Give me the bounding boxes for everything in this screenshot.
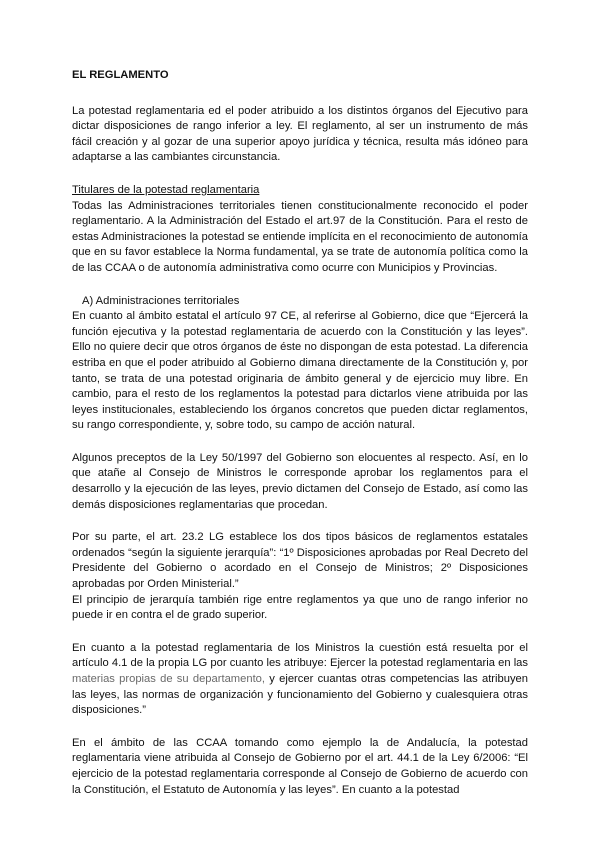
section-paragraph: Todas las Administraciones territoriales tienen constitucionalmente reconocido el poder reglamentario. A la Administración del Estado el art.97 de la Constitución. Para el resto de estas Administraciones la potestad se entiende implícita en el reconocimiento de autonomía que en su favor establece la Norma fundamental, ya se trate de autonomía política como la de las CCAA o de autonomía administrativa como ocurre con Municipios y Provincias.: [72, 199, 528, 274]
section-heading: Titulares de la potestad reglamentaria: [72, 183, 260, 196]
paragraph-a5: [72, 641, 528, 719]
paragraph-a3: Por su parte, el art. 23.2 LG establece los dos tipos básicos de reglamentos estatales ordenados “según la siguiente jerarquía”: “1º Disposiciones aprobadas por Real Decreto del Presidente del Gobierno o acordado en el Consejo de Ministros; 2º Disposiciones aprobadas por Orden Ministerial.”: [72, 531, 528, 591]
paragraph-a6: En el ámbito de las CCAA tomando como ejemplo la de Andalucía, la potestad reglamentaria viene atribuida al Consejo de Gobierno por el art. 44.1 de la Ley 6/2006: “El ejercicio de la potestad reglamentaria corresponde al Consejo de Gobierno de acuerdo con la Constitución, el Estatuto de Autonomía y las leyes”. En cuanto a la potestad: [72, 736, 528, 796]
document-title: EL REGLAMENTO: [72, 69, 169, 81]
paragraph-a1: En cuanto al ámbito estatal el artículo 97 CE, al referirse al Gobierno, dice que “Ejercerá la función ejecutiva y la potestad reglamentaria de acuerdo con la Constitución y las leyes”. Ello no quiere decir que otros órganos de éste no dispongan de esta potestad. La diferencia estriba en que el poder atribuido al Gobierno dimana directamente de la Constitución y, por tanto, se trata de una potestad originaria de ámbito general y de ejercicio muy libre. En cambio, para el resto de los reglamentos la potestad para dictarlos viene atribuida por las leyes institucionales, estableciendo los órganos concretos que pueden dictar reglamentos, su rango correspondiente, y, sobre todo, su campo de acción natural.: [72, 310, 528, 432]
paragraph-a5-end: y ejercer cuantas otras competencias las atribuyen las leyes, las normas de organización y funcionamiento del Gobierno y cualesquiera otras disposiciones.”: [72, 673, 528, 717]
document-page: [72, 68, 528, 798]
paragraph-a5-start: En cuanto a la potestad reglamentaria de los Ministros la cuestión está resuelta por el artículo 4.1 de la propia LG por cuanto les atribuye: Ejercer la potestad reglamentaria en las: [72, 641, 528, 670]
paragraph-a4: El principio de jerarquía también rige entre reglamentos ya que uno de rango inferior no puede ir en contra el de grado superior.: [72, 593, 528, 622]
paragraph-a5-grey: materias propias de su departamento,: [72, 673, 266, 685]
paragraph-a2: Algunos preceptos de la Ley 50/1997 del Gobierno son elocuentes al respecto. Así, en lo que atañe al Consejo de Ministros le corresponde aprobar los reglamentos para el desarrollo y la ejecución de las leyes, previo dictamen del Consejo de Estado, así como las demás disposiciones reglamentarias que procedan.: [72, 451, 528, 511]
intro-paragraph: La potestad reglamentaria ed el poder atribuido a los distintos órganos del Ejecutivo para dictar disposiciones de rango inferior a ley. El reglamento, al ser un instrumento de más fácil creación y al gozar de una superior apoyo jurídica y técnica, resulta más idóneo para adaptarse a las cambiantes circunstancia.: [72, 104, 528, 164]
list-heading: A) Administraciones territoriales: [82, 294, 240, 307]
